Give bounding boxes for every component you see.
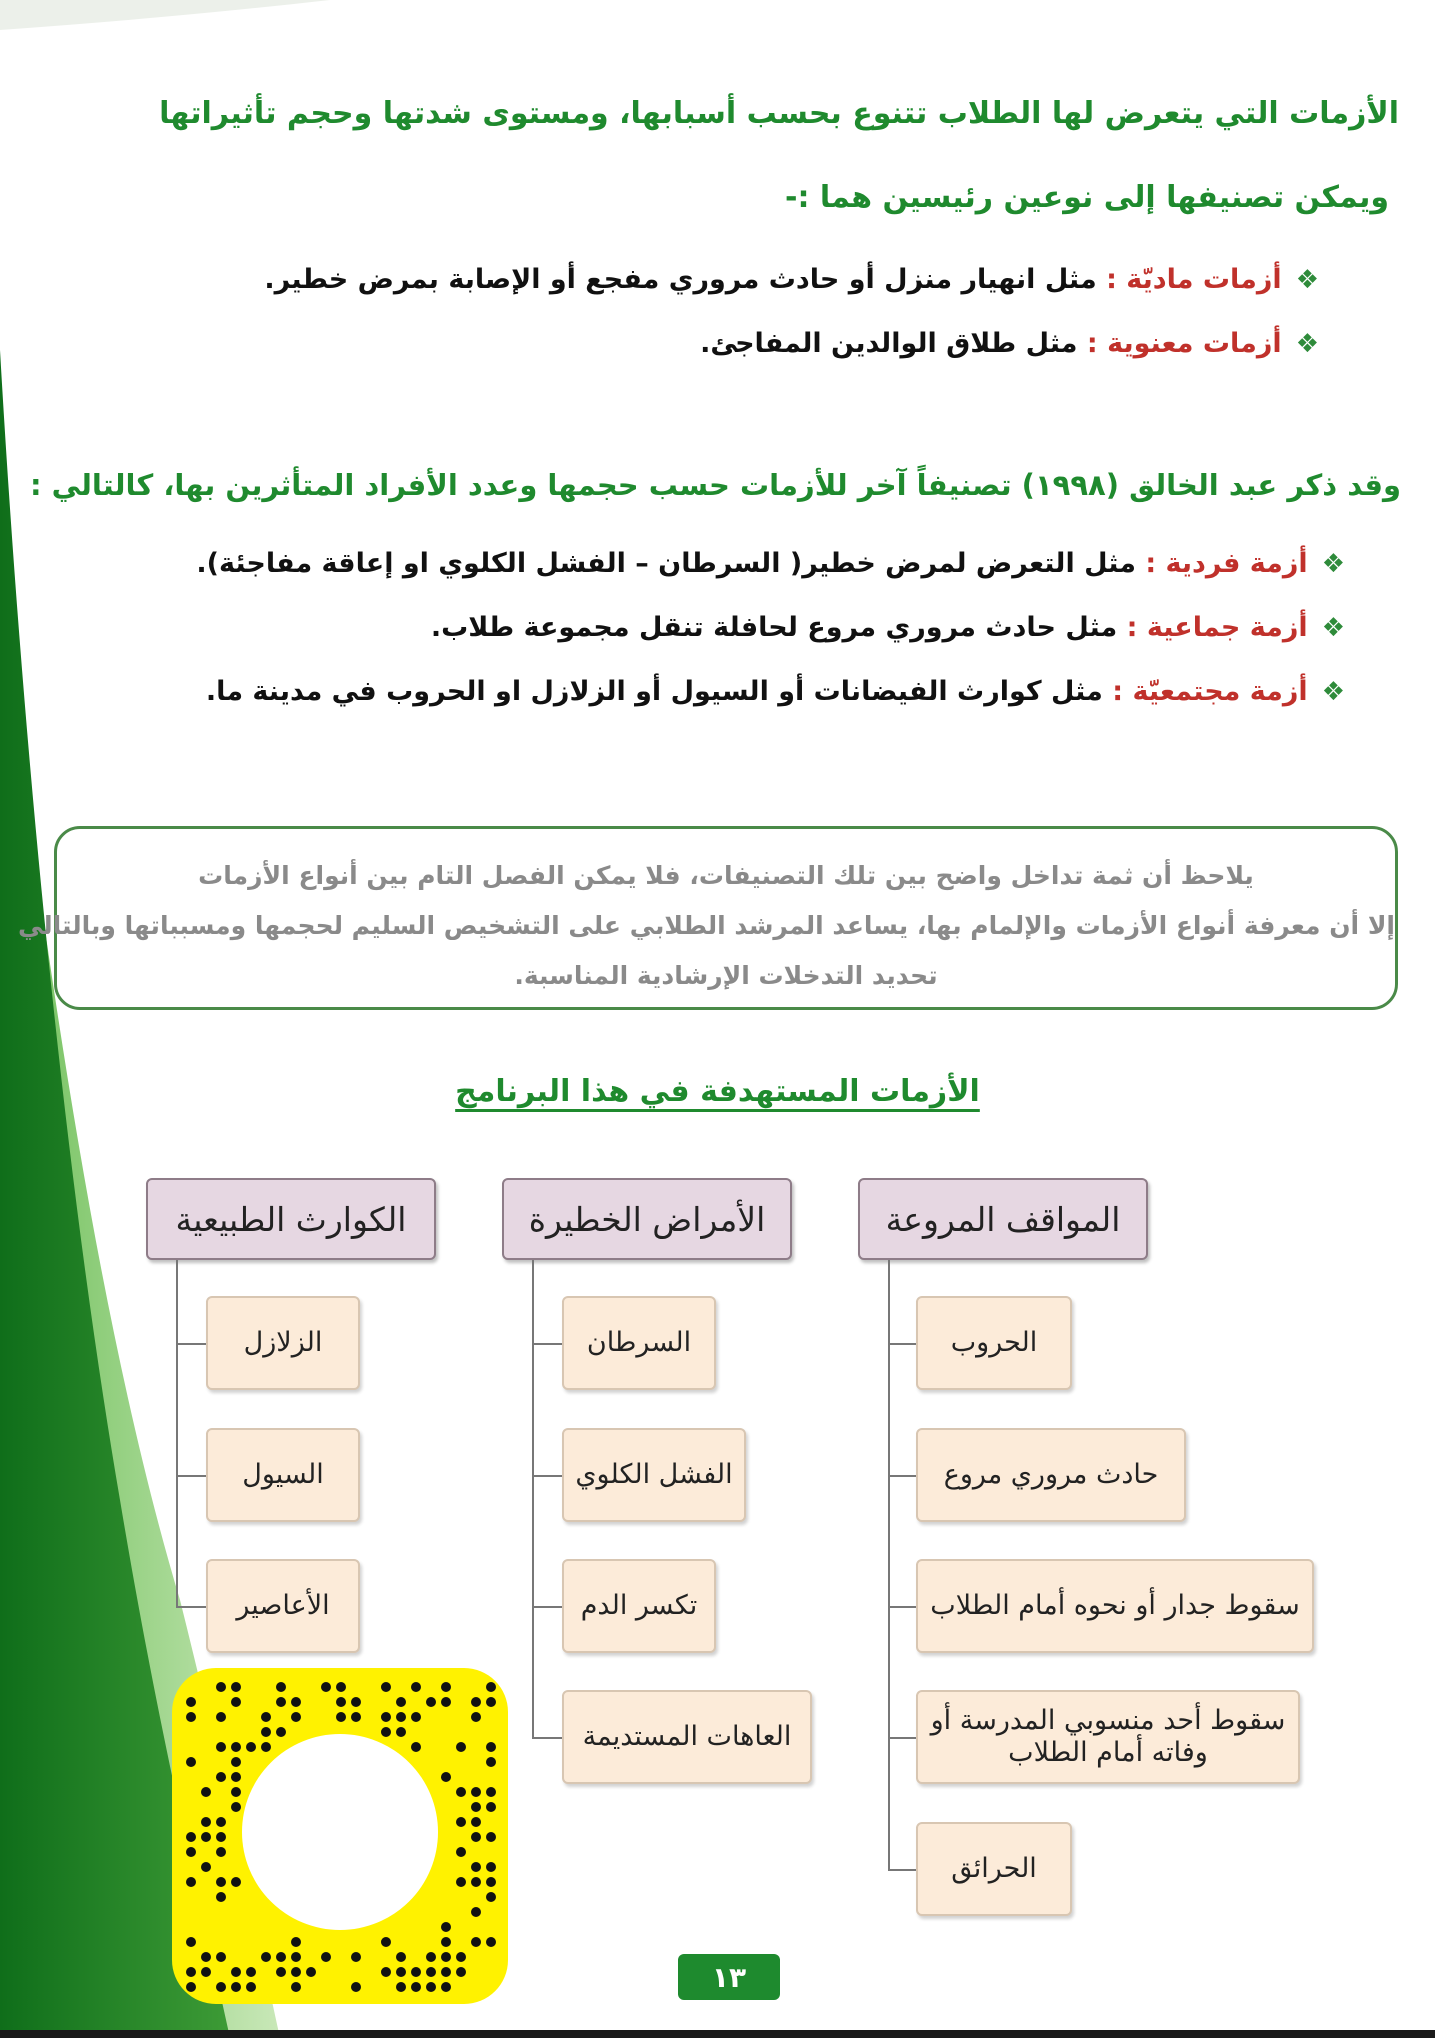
list-item: حادث مروري مروع [916, 1428, 1186, 1522]
snapcode-dot [291, 1982, 301, 1992]
snapcode-dot [426, 1952, 436, 1962]
page-number-badge: ١٣ [678, 1954, 780, 2000]
item-desc: مثل طلاق الوالدين المفاجئ. [700, 328, 1087, 359]
item-desc: مثل انهيار منزل أو حادث مروري مفجع أو الإصابة بمرض خطير. [264, 264, 1107, 295]
snapcode-dot [291, 1697, 301, 1707]
snapcode-dot [456, 1952, 466, 1962]
snapcode-dot [216, 1712, 226, 1722]
snapcode-dot [486, 1787, 496, 1797]
snapcode-dot [216, 1892, 226, 1902]
snapcode-dot [426, 1967, 436, 1977]
snapcode-dot [246, 1742, 256, 1752]
snapcode-dot [396, 1712, 406, 1722]
snapcode-dot [381, 1727, 391, 1737]
snapcode-dot [231, 1757, 241, 1767]
snapcode-dot [471, 1877, 481, 1887]
diamond-bullet-icon: ❖ [1295, 265, 1319, 295]
tree-connector [888, 1606, 916, 1608]
snapcode-dot [441, 1937, 451, 1947]
snapcode-dot [411, 1742, 421, 1752]
diamond-bullet-icon: ❖ [1295, 329, 1319, 359]
snapcode-dot [216, 1832, 226, 1842]
snapcode-dot [471, 1907, 481, 1917]
snapcode-dot [276, 1682, 286, 1692]
snapcode-dot [486, 1742, 496, 1752]
tree-connector [176, 1260, 178, 1608]
snapcode-dot [486, 1802, 496, 1812]
snapcode-dot [336, 1682, 346, 1692]
snapcode-dot [201, 1967, 211, 1977]
snapcode-dot [351, 1982, 361, 1992]
diamond-bullet-icon: ❖ [1321, 549, 1345, 579]
snapcode-dot [396, 1727, 406, 1737]
snapcode-dot [441, 1967, 451, 1977]
snapcode-dot [231, 1682, 241, 1692]
snapcode-dot [441, 1952, 451, 1962]
snapcode-dot [216, 1982, 226, 1992]
snapcode-dot [456, 1877, 466, 1887]
snapcode-dot [411, 1967, 421, 1977]
snapcode-dot [381, 1967, 391, 1977]
snapcode-dot [441, 1697, 451, 1707]
snapcode-dot [216, 1847, 226, 1857]
snapcode-dot [186, 1832, 196, 1842]
column-header-natural-disasters: الكوارث الطبيعية [146, 1178, 436, 1260]
snapcode-dot [231, 1877, 241, 1887]
list-item: الحروب [916, 1296, 1072, 1390]
tree-connector [888, 1343, 916, 1345]
snapcode-dot [426, 1982, 436, 1992]
classification-heading: وقد ذكر عبد الخالق (١٩٩٨) تصنيفاً آخر للأزمات حسب حجمها وعدد الأفراد المتأثرين بها، كالتالي : [29, 468, 1401, 502]
snapcode-dot [411, 1682, 421, 1692]
note-line-3: تحديد التدخلات الإرشادية المناسبة. [514, 961, 938, 990]
snapcode-dot [231, 1967, 241, 1977]
intro-line-2: ويمكن تصنيفها إلى نوعين رئيسين هما :- [785, 180, 1389, 215]
snapcode-dot [186, 1757, 196, 1767]
column-header-horrific-situations: المواقف المروعة [858, 1178, 1148, 1260]
snapcode-dot [471, 1817, 481, 1827]
item-term: أزمة فردية : [1145, 548, 1308, 579]
snapcode-dot [246, 1967, 256, 1977]
snapcode-dot [486, 1877, 496, 1887]
snapcode-dot [381, 1682, 391, 1692]
tree-connector [888, 1869, 916, 1871]
snapcode-dot [276, 1697, 286, 1707]
tree-connector [176, 1475, 206, 1477]
item-term: أزمة جماعية : [1126, 612, 1308, 643]
snapcode-dot [471, 1712, 481, 1722]
snapcode-dot [276, 1952, 286, 1962]
snapcode-dot [441, 1682, 451, 1692]
snapcode-dot [486, 1682, 496, 1692]
snapcode-dot [471, 1697, 481, 1707]
tree-connector [888, 1737, 916, 1739]
snapcode-dot [201, 1832, 211, 1842]
snapcode-dot [261, 1712, 271, 1722]
snapcode-dot [186, 1967, 196, 1977]
snapcode-dot [441, 1772, 451, 1782]
tree-connector [532, 1737, 562, 1739]
snapcode-dot [216, 1952, 226, 1962]
list-item [431, 612, 1345, 643]
snapcode-dot [186, 1697, 196, 1707]
snapcode-dot [186, 1877, 196, 1887]
snapcode-dot [291, 1952, 301, 1962]
snapcode-dot [216, 1817, 226, 1827]
snapcode-dot [291, 1937, 301, 1947]
snapcode-dot [456, 1817, 466, 1827]
snapcode-dot [306, 1967, 316, 1977]
list-item: السيول [206, 1428, 360, 1522]
targeted-crises-title [0, 1074, 1435, 1109]
list-item [264, 264, 1319, 295]
snapcode-dot [486, 1862, 496, 1872]
snapcode-dot [396, 1952, 406, 1962]
snapcode-dot [486, 1937, 496, 1947]
targeted-crises-title-text: الأزمات المستهدفة في هذا البرنامج [455, 1074, 980, 1109]
list-item: الأعاصير [206, 1559, 360, 1653]
snapcode-dot [486, 1892, 496, 1902]
snapcode-dot [411, 1982, 421, 1992]
snapcode-dot [486, 1757, 496, 1767]
snapcode-dot [201, 1817, 211, 1827]
tree-connector [532, 1475, 562, 1477]
snapcode-dot [456, 1967, 466, 1977]
snapcode-dot [486, 1832, 496, 1842]
snapcode-dot [261, 1742, 271, 1752]
snapcode-dot [186, 1712, 196, 1722]
item-term: أزمات ماديّة : [1106, 264, 1282, 295]
snapcode-dot [486, 1697, 496, 1707]
diamond-bullet-icon: ❖ [1321, 613, 1345, 643]
snapcode-dot [321, 1682, 331, 1692]
snapcode-dot [441, 1922, 451, 1932]
snapcode-dot [231, 1697, 241, 1707]
snapcode-dot [351, 1952, 361, 1962]
snapcode-dot [351, 1697, 361, 1707]
snapcode-dot [396, 1982, 406, 1992]
snapcode-dot [276, 1727, 286, 1737]
snapcode-dot [201, 1787, 211, 1797]
snapcode-dot [231, 1742, 241, 1752]
snapcode-dot [396, 1967, 406, 1977]
list-item: السرطان [562, 1296, 716, 1390]
snapcode-dot [291, 1967, 301, 1977]
snapcode-dot [216, 1877, 226, 1887]
intro-line-1: الأزمات التي يتعرض لها الطلاب تتنوع بحسب أسبابها، ومستوى شدتها وحجم تأثيراتها [159, 96, 1399, 131]
snapcode-dot [186, 1937, 196, 1947]
snapcode-dot [411, 1712, 421, 1722]
tree-connector [532, 1606, 562, 1608]
snapcode-dot [381, 1712, 391, 1722]
snapcode-dot [456, 1742, 466, 1752]
list-item: سقوط جدار أو نحوه أمام الطلاب [916, 1559, 1314, 1653]
snapcode-dot [201, 1862, 211, 1872]
list-item: الحرائق [916, 1822, 1072, 1916]
snapcode-dot [186, 1982, 196, 1992]
snapcode-dot [336, 1712, 346, 1722]
snapcode-dot [231, 1982, 241, 1992]
list-item [700, 328, 1319, 359]
snapcode-dot [456, 1847, 466, 1857]
list-item: تكسر الدم [562, 1559, 716, 1653]
snapcode-dot [471, 1802, 481, 1812]
snapcode-dot [186, 1847, 196, 1857]
list-item: العاهات المستديمة [562, 1690, 812, 1784]
tree-connector [176, 1343, 206, 1345]
list-item [206, 676, 1345, 707]
item-term: أزمة مجتمعيّة : [1112, 676, 1308, 707]
note-box [17, 826, 1398, 1010]
list-item [196, 548, 1345, 579]
list-item: سقوط أحد منسوبي المدرسة أو وفاته أمام الطلاب [916, 1690, 1300, 1784]
note-line-1: يلاحظ أن ثمة تداخل واضح بين تلك التصنيفات، فلا يمكن الفصل التام بين أنواع الأزمات [198, 861, 1254, 890]
tree-connector [888, 1260, 890, 1870]
snapcode-dot [231, 1787, 241, 1797]
snapcode-dot [216, 1682, 226, 1692]
tree-connector [888, 1475, 916, 1477]
snapcode-dot [216, 1772, 226, 1782]
snapcode-dot [471, 1832, 481, 1842]
tree-connector [176, 1606, 206, 1608]
snapcode-dot [321, 1952, 331, 1962]
snapcode-qr-image[interactable] [172, 1668, 508, 2004]
list-item: الفشل الكلوي [562, 1428, 746, 1522]
snapcode-dot [471, 1787, 481, 1797]
snapcode-dot [216, 1742, 226, 1752]
snapcode-dot [456, 1787, 466, 1797]
item-desc: مثل حادث مروري مروع لحافلة تنقل مجموعة طلاب. [430, 612, 1127, 643]
snapcode-dot [441, 1982, 451, 1992]
tree-connector [532, 1343, 562, 1345]
snapcode-dot [426, 1697, 436, 1707]
snapcode-dot [291, 1712, 301, 1722]
item-desc: مثل كوارث الفيضانات أو السيول أو الزلازل او الحروب في مدينة ما. [205, 676, 1113, 707]
snapcode-center [242, 1734, 438, 1930]
column-header-serious-diseases: الأمراض الخطيرة [502, 1178, 792, 1260]
snapcode-dot [231, 1772, 241, 1782]
note-line-2: إلا أن معرفة أنواع الأزمات والإلمام بها، يساعد المرشد الطلابي على التشخيص السليم لحجمها ومسبباتها وبالتالي [17, 911, 1395, 940]
snapcode-dot [276, 1967, 286, 1977]
snapcode-dot [231, 1802, 241, 1812]
snapcode-dot [396, 1697, 406, 1707]
snapcode-dot [246, 1982, 256, 1992]
snapcode-dot [336, 1697, 346, 1707]
tree-connector [532, 1260, 534, 1738]
snapcode-dot [261, 1727, 271, 1737]
snapcode-dot [201, 1952, 211, 1962]
diamond-bullet-icon: ❖ [1321, 677, 1345, 707]
item-term: أزمات معنوية : [1086, 328, 1282, 359]
list-item: الزلازل [206, 1296, 360, 1390]
snapcode-dot [471, 1937, 481, 1947]
snapcode-dot [261, 1952, 271, 1962]
snapcode-dot [381, 1937, 391, 1947]
item-desc: مثل التعرض لمرض خطير( السرطان – الفشل الكلوي او إعاقة مفاجئة). [196, 548, 1146, 579]
snapcode-dot [471, 1862, 481, 1872]
snapcode-dot [351, 1712, 361, 1722]
